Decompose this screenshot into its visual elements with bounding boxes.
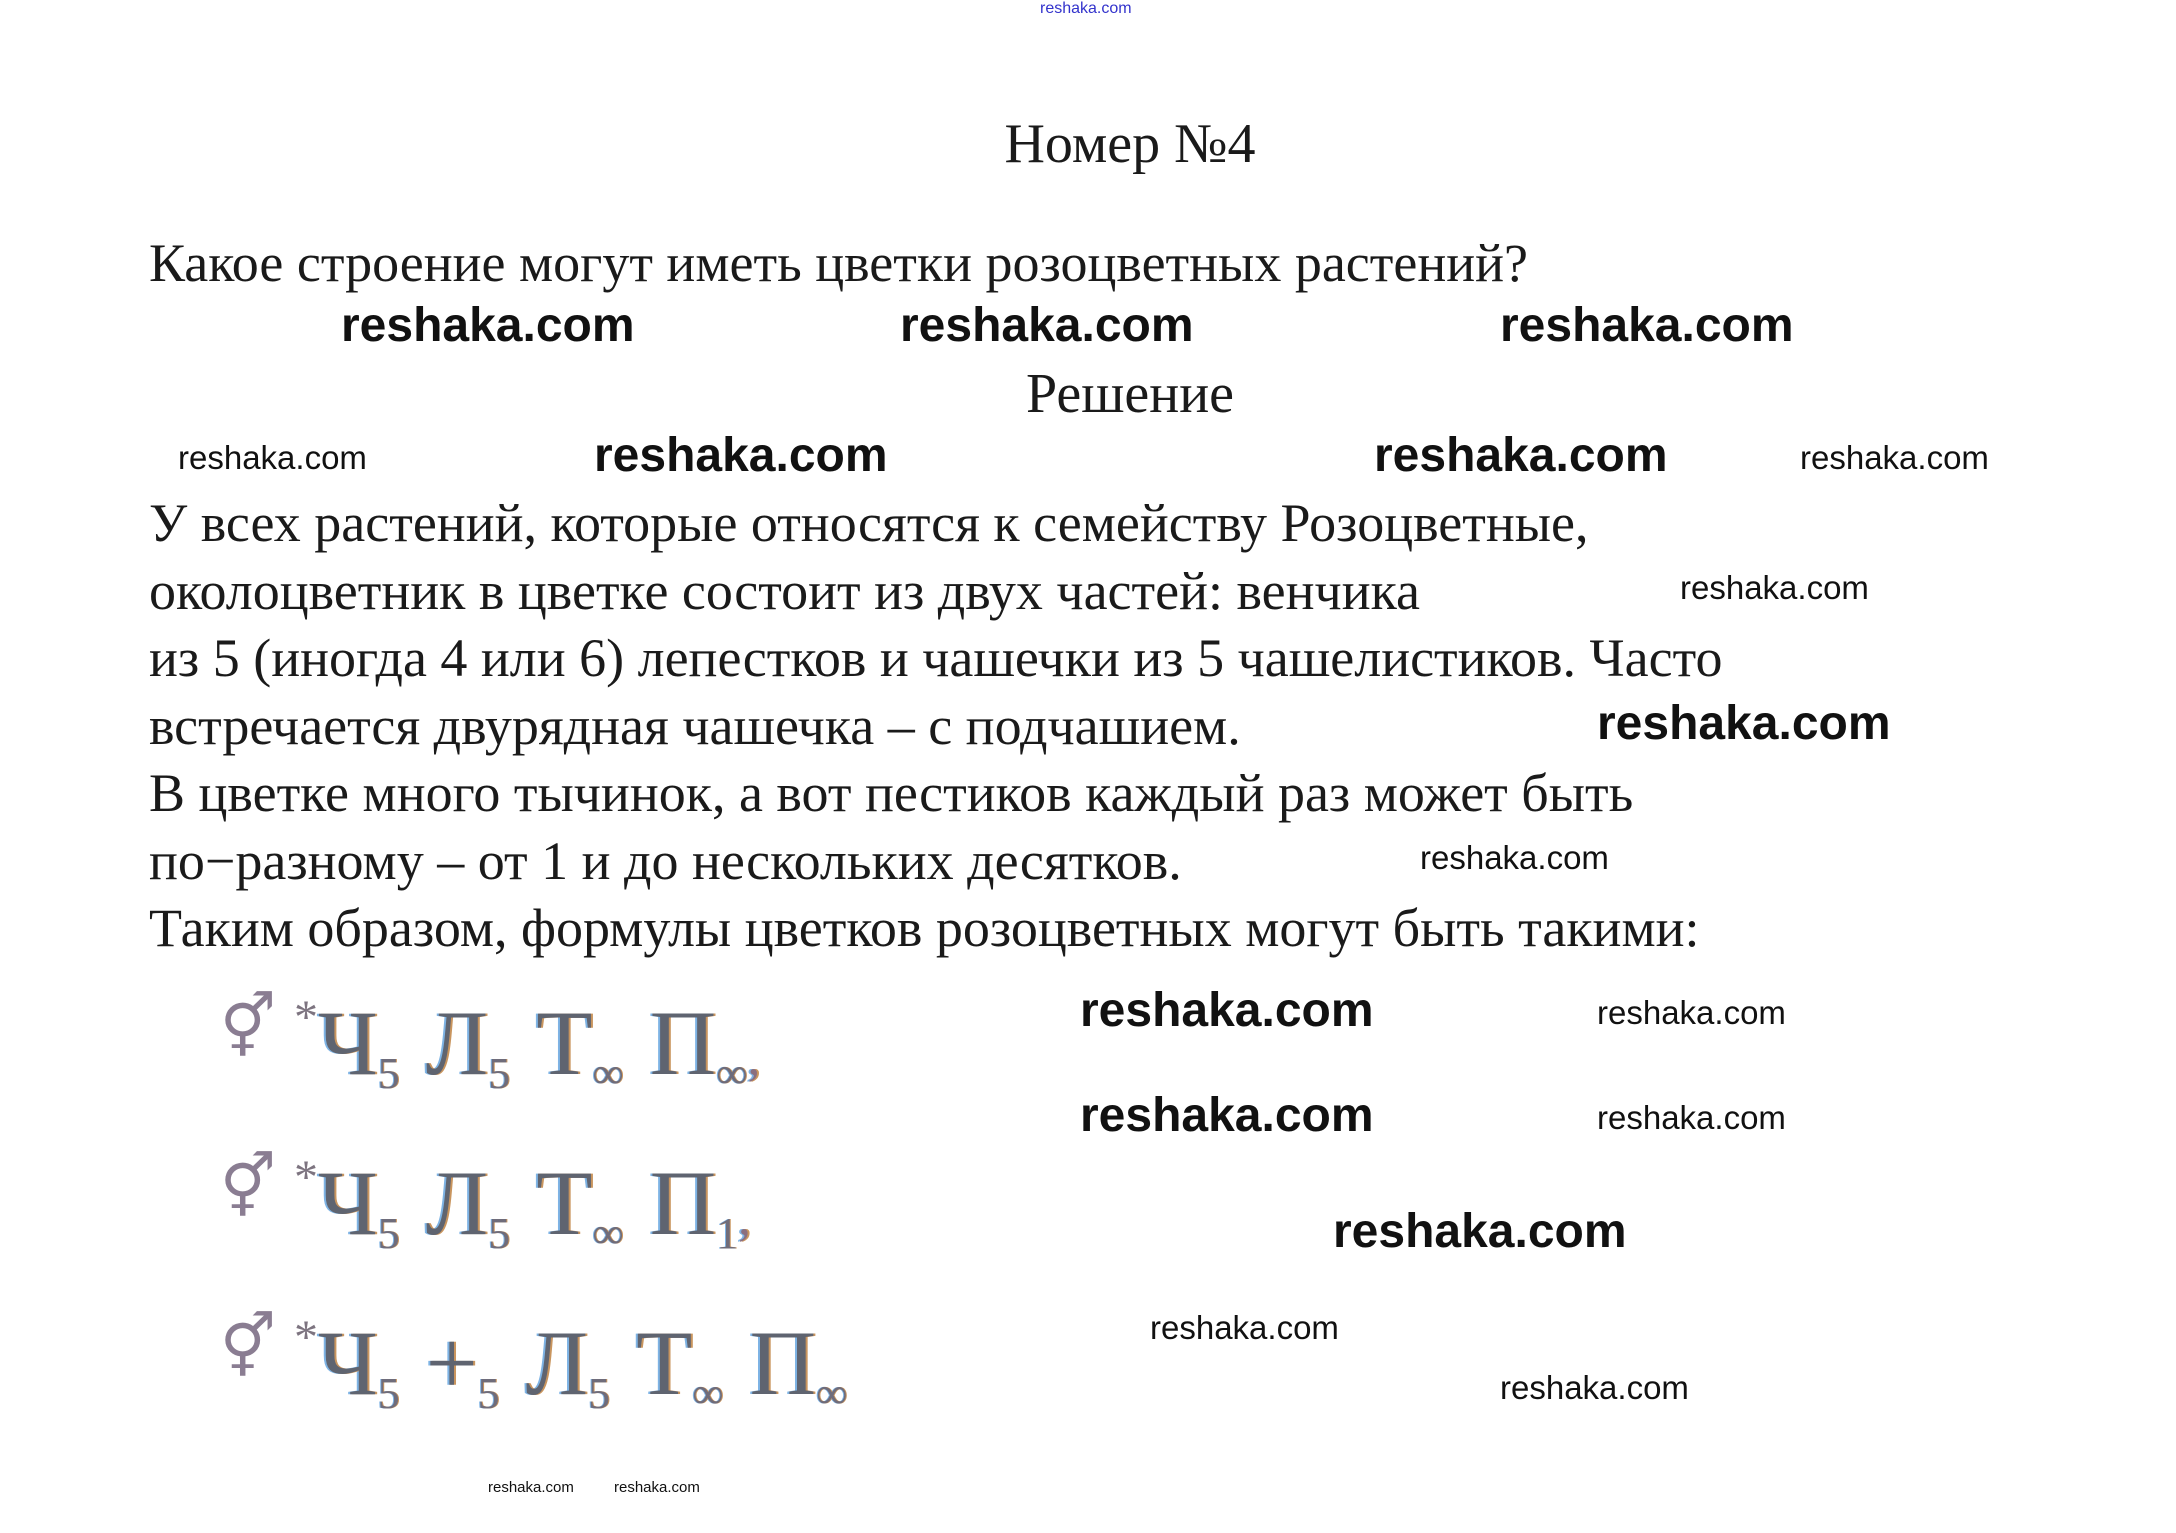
bisexual-flower-icon: ⚥: [220, 1314, 276, 1382]
formula-term-calyx: $Ч_5$: [317, 1312, 400, 1418]
formula-term-pistils: $П_\infty$,: [649, 992, 761, 1098]
watermark: reshaka.com: [1080, 1089, 1374, 1142]
site-link[interactable]: reshaka.com: [1040, 0, 1132, 17]
watermark: reshaka.com: [1597, 994, 1786, 1031]
body-line: У всех растений, которые относятся к семейству Розоцветные,: [149, 493, 1589, 553]
solution-heading: Решение: [1025, 363, 1235, 425]
flower-formula-3: [220, 1310, 873, 1419]
watermark: reshaka.com: [1150, 1309, 1339, 1346]
body-line: из 5 (иногда 4 или 6) лепестков и чашечки из 5 чашелистиков. Часто: [149, 628, 1723, 688]
watermark: reshaka.com: [900, 299, 1194, 352]
watermark: reshaka.com: [1374, 429, 1668, 482]
formula-term-pistils: $П_\infty$: [749, 1312, 848, 1418]
actinomorphic-star: *: [293, 1151, 318, 1204]
bisexual-flower-icon: ⚥: [220, 994, 276, 1062]
formula-term-stamens: $Т_\infty$: [536, 992, 624, 1098]
body-line: Таким образом, формулы цветков розоцветных могут быть такими:: [149, 898, 1700, 958]
watermark: reshaka.com: [488, 1479, 574, 1496]
formula-term-corolla: $Л_5$: [425, 992, 511, 1098]
flower-formula-2: [220, 1150, 777, 1259]
formula-term-corolla: $Л_5$: [525, 1312, 611, 1418]
body-line: встречается двурядная чашечка – с подчашием.: [149, 695, 1241, 756]
watermark: reshaka.com: [1680, 569, 1869, 606]
body-line: по−разному – от 1 и до нескольких десятков.: [149, 830, 1182, 891]
watermark: reshaka.com: [594, 429, 888, 482]
body-line: околоцветник в цветке состоит из двух частей: венчика: [149, 560, 1420, 621]
page-title: Номер №4: [1004, 113, 1256, 175]
watermark: reshaka.com: [1420, 839, 1609, 876]
bisexual-flower-icon: ⚥: [220, 1154, 276, 1222]
formula-term-calyx: $Ч_5$: [317, 1152, 400, 1258]
watermark: reshaka.com: [1800, 439, 1989, 476]
watermark: reshaka.com: [1080, 984, 1374, 1037]
question-text: Какое строение могут иметь цветки розоцветных растений?: [149, 233, 1528, 293]
watermark: reshaka.com: [1597, 697, 1891, 750]
formula-term-corolla: $Л_5$: [425, 1152, 511, 1258]
flower-formula-1: [220, 990, 786, 1099]
solution-body: [149, 490, 1722, 963]
formula-term-stamens: $Т_\infty$: [636, 1312, 724, 1418]
formula-term-epicalyx: $+_5$: [425, 1312, 500, 1418]
actinomorphic-star: *: [293, 991, 318, 1044]
body-line: В цветке много тычинок, а вот пестиков каждый раз может быть: [149, 763, 1634, 823]
watermark: reshaka.com: [341, 299, 635, 352]
actinomorphic-star: *: [293, 1311, 318, 1364]
watermark: reshaka.com: [178, 439, 367, 476]
watermark: reshaka.com: [1500, 1369, 1689, 1406]
watermark: reshaka.com: [1597, 1099, 1786, 1136]
watermark: reshaka.com: [1500, 299, 1794, 352]
formula-term-calyx: $Ч_5$: [317, 992, 400, 1098]
formula-term-stamens: $Т_\infty$: [536, 1152, 624, 1258]
watermark: reshaka.com: [1333, 1205, 1627, 1258]
formula-term-pistils: $П_1$,: [649, 1152, 751, 1258]
watermark: reshaka.com: [614, 1479, 700, 1496]
